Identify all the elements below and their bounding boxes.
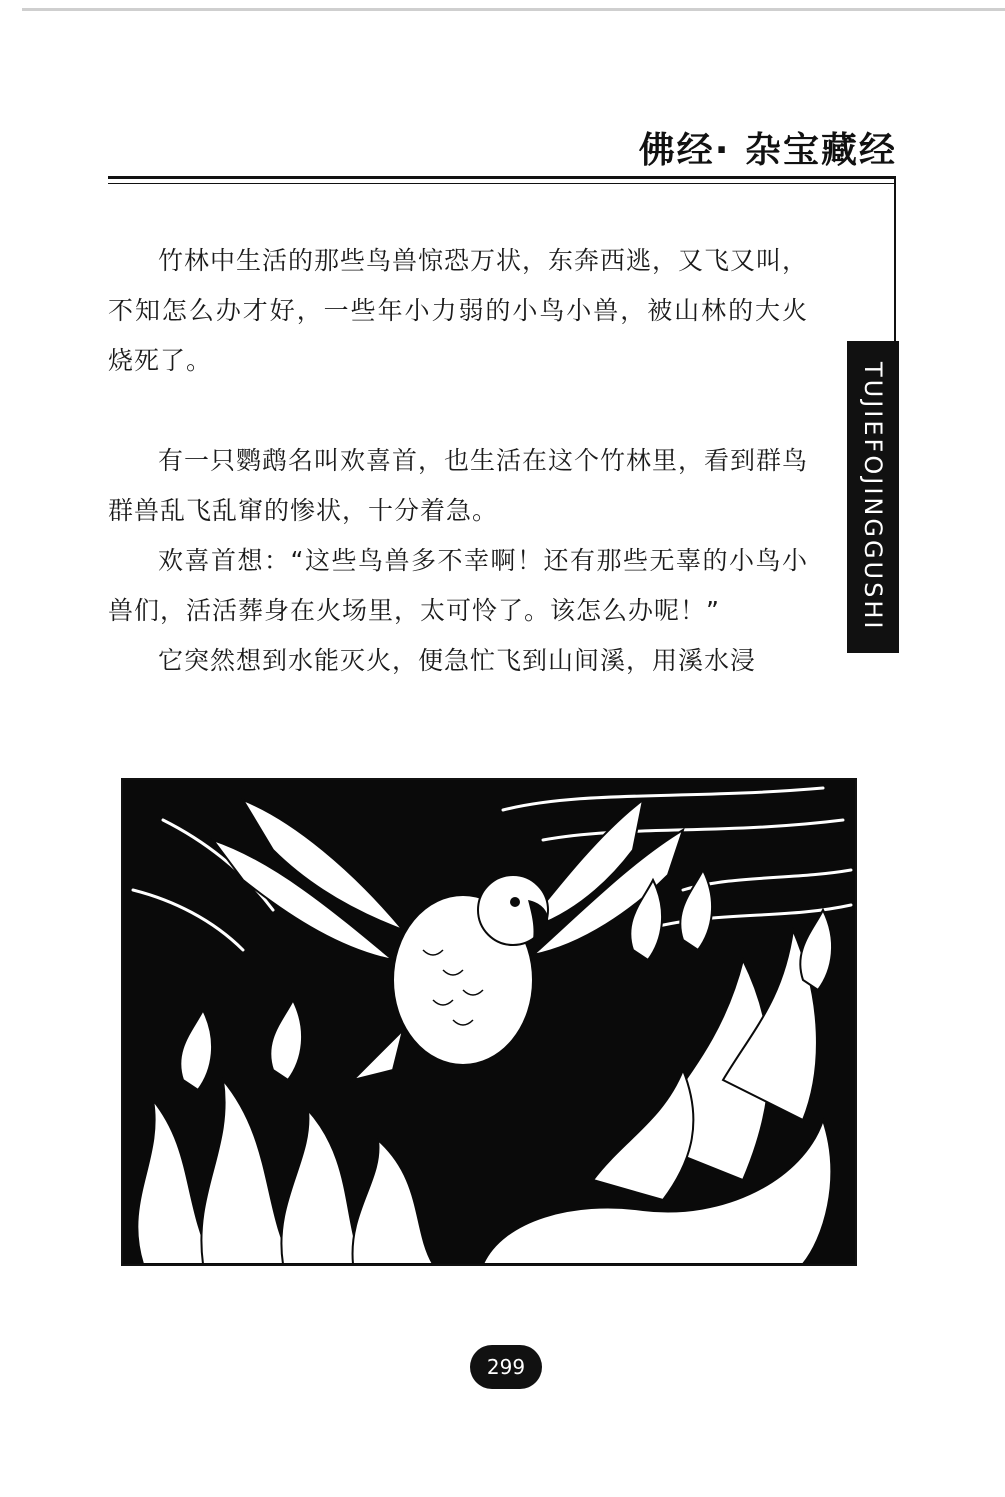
header-rule-thick xyxy=(108,176,896,179)
paragraph-2: 有一只鹦鹉名叫欢喜首，也生活在这个竹林里，看到群鸟群兽乱飞乱窜的惨状，十分着急。 xyxy=(108,446,809,525)
body-text xyxy=(108,236,808,686)
paragraph-3: 欢喜首想：“这些鸟兽多不幸啊！还有那些无辜的小鸟小兽们，活活葬身在火场里，太可怜了。该怎么办呢！” xyxy=(108,546,808,625)
parrot-fire-illustration xyxy=(121,778,857,1266)
running-head: 佛经· 杂宝藏经 xyxy=(638,130,897,171)
header-rule-thin xyxy=(108,183,896,184)
page-number: 299 xyxy=(470,1345,542,1389)
illustration-canvas xyxy=(123,780,855,1264)
paragraph-1: 竹林中生活的那些鸟兽惊恐万状，东奔西逃，又飞又叫，不知怎么办才好，一些年小力弱的小鸟小兽，被山林的大火烧死了。 xyxy=(108,246,809,375)
side-tab xyxy=(847,341,899,653)
side-rule xyxy=(894,176,896,341)
paragraph-4: 它突然想到水能灭火，便急忙飞到山间溪，用溪水浸 xyxy=(158,646,757,675)
side-tab-label: TUJIEFOJINGGUSHI xyxy=(859,362,887,632)
top-scan-rule xyxy=(22,8,1005,11)
